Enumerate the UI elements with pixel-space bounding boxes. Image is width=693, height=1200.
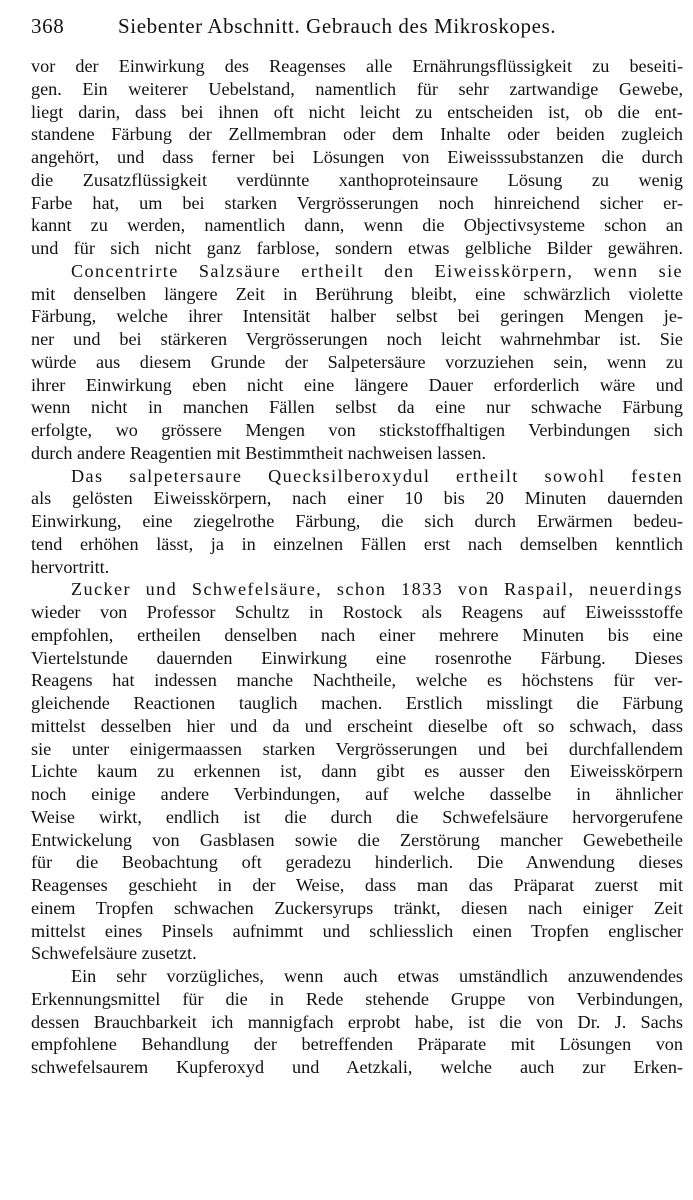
text-line: Viertelstunde dauernden Einwirkung eine rosenrothe Färbung. Dieses bbox=[31, 647, 683, 668]
text-line: mittelst eines Pinsels aufnimmt und schliesslich einen Tropfen englischer bbox=[31, 920, 683, 941]
text-line: für die Beobachtung oft geradezu hinderlich. Die Anwendung dieses bbox=[31, 852, 683, 873]
text-line: die Zusatzflüssigkeit verdünnte xanthoproteinsaure Lösung zu wenig bbox=[31, 169, 683, 190]
text-line: als gelösten Eiweisskörpern, nach einer 10 bis 20 Minuten dauernden bbox=[31, 488, 683, 509]
text-line: empfohlen, ertheilen denselben nach einer mehrere Minuten bis eine bbox=[31, 624, 683, 645]
text-line: Farbe hat, um bei starken Vergrösserungen noch hinreichend sicher er- bbox=[31, 192, 683, 213]
text-line: dessen Brauchbarkeit ich mannigfach erprobt habe, ist die von Dr. J. Sachs bbox=[31, 1011, 683, 1032]
text-line: Lichte kaum zu erkennen ist, dann gibt es ausser den Eiweisskörpern bbox=[31, 761, 683, 782]
text-line: vor der Einwirkung des Reagenses alle Ernährungsflüssigkeit zu beseiti- bbox=[31, 56, 683, 76]
text-line: ner und bei stärkeren Vergrösserungen noch leicht wahrnehmbar ist. Sie bbox=[31, 329, 683, 349]
text-line: liegt darin, dass bei ihnen oft nicht leicht zu entscheiden ist, ob die ent- bbox=[31, 101, 683, 122]
text-line: wieder von Professor Schultz in Rostock als Reagens auf Eiweissstoffe bbox=[31, 602, 683, 622]
text-line: Entwickelung von Gasblasen sowie die Zerstörung mancher Gewebetheile bbox=[31, 829, 683, 850]
paragraph-end-line: hervortritt. bbox=[31, 556, 110, 577]
paragraph-start-line: Das salpetersaure Quecksilberoxydul ertheilt sowohl festen bbox=[71, 465, 683, 486]
text-line: wenn nicht in manchen Fällen selbst da eine nur schwache Färbung bbox=[31, 397, 683, 418]
text-line: würde aus diesem Grunde der Salpetersäure vorzuziehen sein, wenn zu bbox=[31, 351, 683, 372]
text-line: Reagenses geschieht in der Weise, dass man das Präparat zuerst mit bbox=[31, 875, 683, 895]
text-line: Weise wirkt, endlich ist die durch die Schwefelsäure hervorgerufene bbox=[31, 806, 683, 827]
text-line: sie unter einigermaassen starken Vergrösserungen und bei durchfallendem bbox=[31, 738, 683, 759]
text-line: ihrer Einwirkung eben nicht eine längere Dauer erforderlich wäre und bbox=[31, 374, 683, 395]
text-line: Einwirkung, eine ziegelrothe Färbung, die sich durch Erwärmen bedeu- bbox=[31, 511, 683, 531]
text-line: empfohlene Behandlung der betreffenden Präparate mit Lösungen von bbox=[31, 1034, 683, 1055]
paragraph-start-line: Concentrirte Salzsäure ertheilt den Eiweisskörpern, wenn sie bbox=[71, 260, 683, 281]
paragraph-start-line: Ein sehr vorzügliches, wenn auch etwas umständlich anzuwendendes bbox=[71, 966, 683, 986]
text-line: Färbung, welche ihrer Intensität halber selbst bei geringen Mengen je- bbox=[31, 306, 683, 327]
page-number: 368 bbox=[31, 14, 65, 38]
page-header bbox=[31, 14, 671, 44]
text-line: gen. Ein weiterer Uebelstand, namentlich für sehr zartwandige Gewebe, bbox=[31, 78, 683, 99]
text-line: angehört, und dass ferner bei Lösungen von Eiweisssubstanzen die durch bbox=[31, 147, 683, 167]
text-line: mittelst desselben hier und da und erscheint dieselbe oft so schwach, dass bbox=[31, 715, 683, 736]
text-line: und für sich nicht ganz farblose, sondern etwas gelbliche Bilder gewähren. bbox=[31, 238, 683, 258]
paragraph-end-line: Schwefelsäure zusetzt. bbox=[31, 943, 197, 964]
text-line: standene Färbung der Zellmembran oder dem Inhalte oder beiden zugleich bbox=[31, 124, 683, 145]
paragraph-end-line: durch andere Reagentien mit Bestimmtheit nachweisen lassen. bbox=[31, 442, 487, 463]
body-text bbox=[31, 55, 683, 1079]
text-line: gleichende Reactionen tauglich machen. Erstlich misslingt die Färbung bbox=[31, 693, 683, 713]
text-line: schwefelsaurem Kupferoxyd und Aetzkali, welche auch zur Erken- bbox=[31, 1057, 683, 1077]
text-line: erfolgte, wo grössere Mengen von stickstoffhaltigen Verbindungen sich bbox=[31, 420, 683, 440]
text-line: einem Tropfen schwachen Zuckersyrups tränkt, diesen nach einiger Zeit bbox=[31, 897, 683, 918]
text-line: Erkennungsmittel für die in Rede stehende Gruppe von Verbindungen, bbox=[31, 988, 683, 1009]
running-head: Siebenter Abschnitt. Gebrauch des Mikroskopes. bbox=[118, 14, 557, 38]
text-line: kannt zu werden, namentlich dann, wenn die Objectivsysteme schon an bbox=[31, 215, 683, 236]
text-line: mit denselben längere Zeit in Berührung bleibt, eine schwärzlich violette bbox=[31, 283, 683, 304]
text-line: tend erhöhen lässt, ja in einzelnen Fällen erst nach demselben kenntlich bbox=[31, 533, 683, 554]
text-line: Reagens hat indessen manche Nachtheile, welche es höchstens für ver- bbox=[31, 670, 683, 691]
paragraph-start-line: Zucker und Schwefelsäure, schon 1833 von Raspail, neuerdings bbox=[71, 579, 683, 600]
text-line: noch einige andere Verbindungen, auf welche dasselbe in ähnlicher bbox=[31, 784, 683, 804]
